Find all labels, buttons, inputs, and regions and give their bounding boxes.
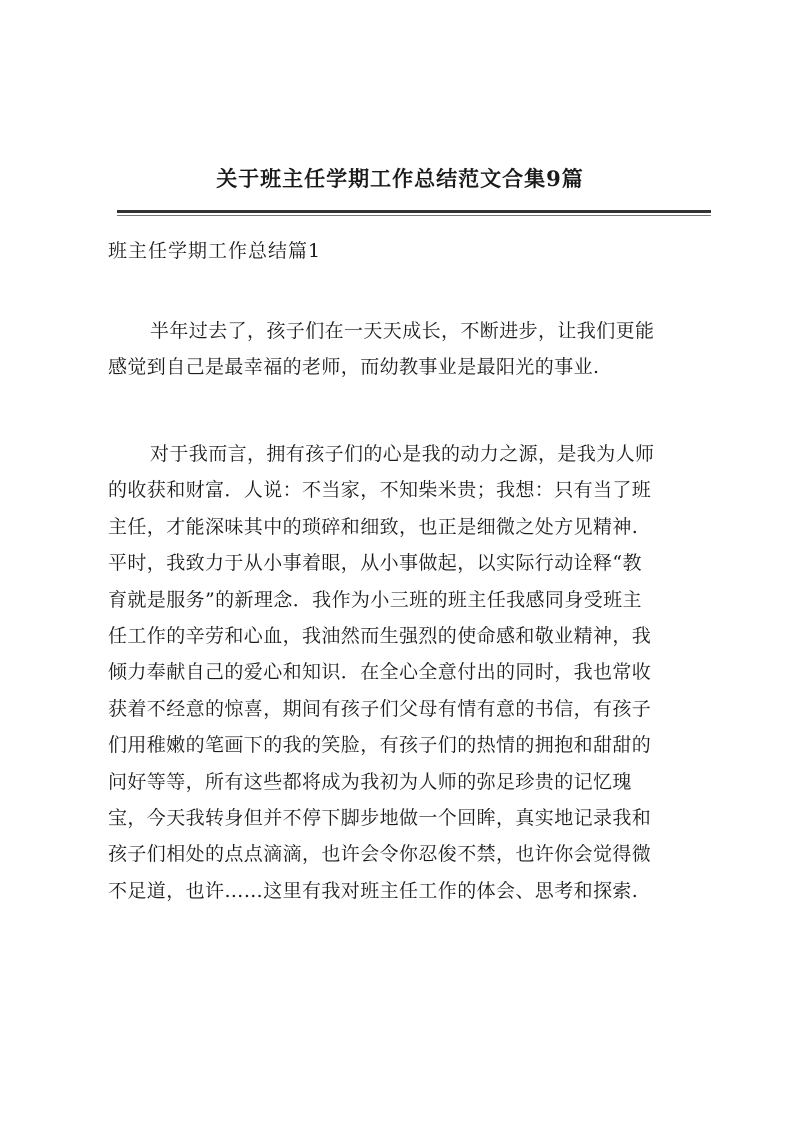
section-heading: 班主任学期工作总结篇1 bbox=[108, 240, 322, 262]
paragraph-line: 育就是服务”的新理念．我作为小三班的班主任我感同身受班主 bbox=[108, 588, 642, 611]
document-title: 关于班主任学期工作总结范文合集9篇 bbox=[216, 166, 584, 191]
paragraph-line: 平时，我致力于从小事着眼，从小事做起，以实际行动诠释“教 bbox=[108, 552, 642, 575]
paragraph-line: 主任，才能深味其中的琐碎和细致，也正是细微之处方见精神. bbox=[108, 515, 639, 538]
paragraph-line: 对于我而言，拥有孩子们的心是我的动力之源，是我为人师 bbox=[150, 443, 655, 465]
paragraph-line: 们用稚嫩的笔画下的我的笑脸，有孩子们的热情的拥抱和甜甜的 bbox=[108, 734, 652, 757]
paragraph-line: 问好等等，所有这些都将成为我初为人师的弥足珍贵的记忆瑰 bbox=[108, 770, 632, 793]
paragraph-line: 的收获和财富．人说：不当家，不知柴米贵；我想：只有当了班 bbox=[108, 479, 652, 502]
paragraph-1 bbox=[108, 313, 718, 386]
paragraph-line: 任工作的辛劳和心血，我油然而生强烈的使命感和敬业精神，我 bbox=[108, 625, 652, 648]
paragraph-2 bbox=[108, 436, 718, 909]
paragraph-line: 孩子们相处的点点滴滴，也许会令你忍俊不禁，也许你会觉得微 bbox=[108, 843, 652, 866]
title-underline-thin bbox=[117, 215, 711, 216]
paragraph-line: 半年过去了，孩子们在一天天成长，不断进步，让我们更能 bbox=[150, 320, 655, 342]
title-underline-thick bbox=[117, 210, 711, 213]
paragraph-line: 宝，今天我转身但并不停下脚步地做一个回眸，真实地记录我和 bbox=[108, 807, 652, 830]
paragraph-line: 获着不经意的惊喜，期间有孩子们父母有情有意的书信，有孩子 bbox=[108, 697, 652, 720]
paragraph-line: 感觉到自己是最幸福的老师，而幼教事业是最阳光的事业. bbox=[108, 356, 600, 379]
paragraph-line: 不足道，也许……这里有我对班主任工作的体会、思考和探索. bbox=[108, 879, 639, 902]
paragraph-line: 倾力奉献自己的爱心和知识．在全心全意付出的同时，我也常收 bbox=[108, 661, 652, 684]
